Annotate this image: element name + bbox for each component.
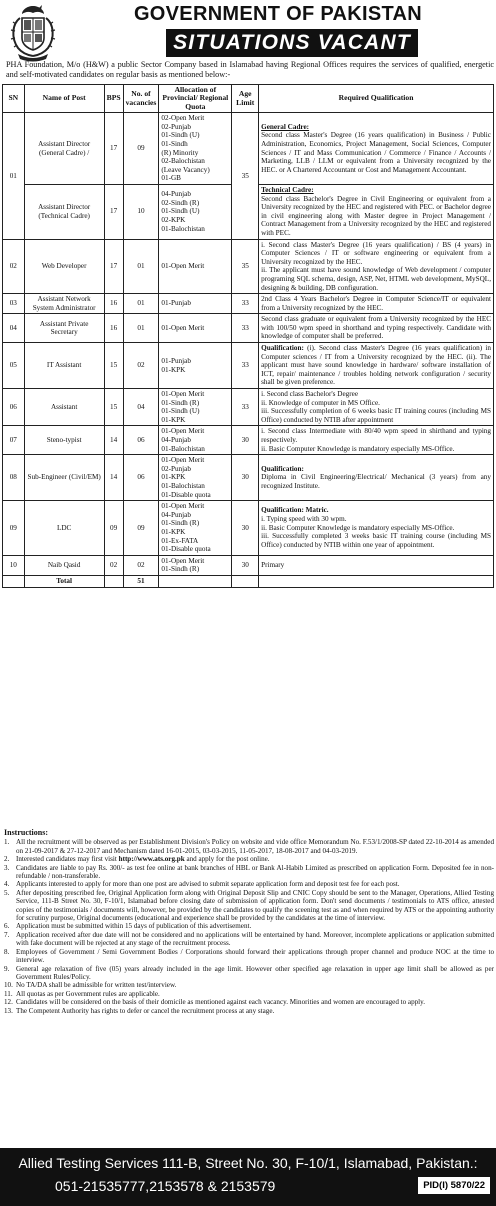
row-sn: 04 bbox=[3, 314, 25, 343]
pid-badge: PID(I) 5870/22 bbox=[418, 1177, 490, 1194]
state-emblem-icon bbox=[6, 4, 60, 62]
row-qualification: Second class graduate or equivalent from a University recognized by the HEC with 100/50 wpm speed in shorthand and typing respectively. Candidate with knowledge of computer shall be preferred. bbox=[259, 314, 494, 343]
table-row bbox=[3, 389, 494, 426]
header-allocation: Allocation of Provincial/ Regional Quota bbox=[159, 85, 232, 113]
instruction-item: 11. All quotas as per Government rules are applicable. bbox=[4, 989, 160, 998]
instruction-item: 10. No TA/DA shall be admissible for written test/interview. bbox=[4, 981, 177, 990]
vacancies-table bbox=[2, 84, 494, 588]
row-bps: 02 bbox=[104, 555, 123, 575]
row-vacancies: 09 bbox=[123, 501, 159, 556]
row-qualification: i. Second class Master's Degree (16 years qualification) / BS (4 years) in Computer Sciences / IT or software engineering or equivalent from a University recognized by the HEC. ii. The applicant must have sound knowledge of Web development / computer programing SQL schema, design, ASP, Net, HTML web development, MySQL, designing & building, DB configuration. bbox=[259, 239, 494, 294]
row-qualification: General Cadre: Second class Master's Degree (16 years qualification) in Business / Public Administration, Economics, Project Management, Social Sciences, Computer Sciences / IT and Mass Communication / Commerce / Finance / Accounts / Marketing, LLB / LLM or equivalent from a University recognized by the HEC. or A Chartered Accountant or Cost and Management Accountant. bbox=[259, 113, 494, 185]
ad-header bbox=[0, 0, 496, 78]
instruction-item: 3. Candidates are liable to pay Rs. 300/- as test fee online at bank branches of HBL or Bank Al-Habib Limited as prescribed on application Form. Deposited fee in non-refundable / non-transferable. bbox=[4, 863, 494, 881]
instructions-title: Instructions: bbox=[4, 828, 49, 837]
row-quota: 02-Open Merit 02-Punjab 01-Sindh (U) 01-Sindh (R) Minority 02-Balochistan (Leave Vacancy) 01-GB bbox=[159, 113, 232, 185]
row-post: Naib Qasid bbox=[24, 555, 104, 575]
row-quota: 01-Open Merit bbox=[159, 239, 232, 294]
table-row bbox=[3, 239, 494, 294]
row-bps: 14 bbox=[104, 455, 123, 501]
row-quota: 01-Punjab bbox=[159, 294, 232, 314]
row-post: Web Developer bbox=[24, 239, 104, 294]
row-qualification: Qualification: Matric. i. Typing speed with 30 wpm. ii. Basic Computer Knowledge is mandatory especially MS-Office. iii. Successfully completed 3 weeks basic IT training course (including MS Office) conducted by NTIB within one year of appointment. bbox=[259, 501, 494, 556]
instruction-item: 5. After depositing prescribed fee, Original Application form along with Original Deposit Slip and CNIC Copy should be sent to the Manager, Operations, Allied Testing Service, 111-B Street No. 30, F-10/1, Islamabad before closing date of submission of application form. Don't send documents / testimonials to ATS office, attested copies of the testimonials / documents will, however, be provided by the candidates to qualify the sceening test as and when required by ATS or the appointing authority for scrutiny purpose, Original documents (educational and experience shall be provided by the candidates at the time of interview. bbox=[4, 888, 494, 923]
row-bps: 16 bbox=[104, 314, 123, 343]
row-post: Assistant Network System Administrator bbox=[24, 294, 104, 314]
row-vacancies: 01 bbox=[123, 294, 159, 314]
row-sn: 10 bbox=[3, 555, 25, 575]
row-bps: 09 bbox=[104, 501, 123, 556]
row-qualification: Qualification: (i). Second class Master's Degree (16 years qualification) in Computer sciences / IT from a University recognized by the HEC. (ii). The applicant must have sound knowledge in hardware/ software installation of ICT, repair/ maintenance / troubles holding network configuration / security shall be given preference. bbox=[259, 343, 494, 389]
table-row bbox=[3, 501, 494, 556]
row-bps: 17 bbox=[104, 113, 123, 185]
instruction-item: 8. Employees of Government / Semi Government Bodies / Corporations should forward their applications through proper channel and produce NOC at the time to interview. bbox=[4, 947, 494, 965]
row-qualification: Primary bbox=[259, 555, 494, 575]
table-row bbox=[3, 113, 494, 185]
row-bps: 15 bbox=[104, 343, 123, 389]
row-age: 30 bbox=[232, 426, 259, 455]
footer-address: Allied Testing Services 111-B, Street No. 30, F-10/1, Islamabad, Pakistan.: bbox=[18, 1155, 478, 1171]
row-age: 30 bbox=[232, 501, 259, 556]
row-vacancies: 02 bbox=[123, 343, 159, 389]
row-bps: 17 bbox=[104, 239, 123, 294]
row-quota: 01-Open Merit 01-Sindh (R) 01-Sindh (U) 01-KPK bbox=[159, 389, 232, 426]
header-age: Age Limit bbox=[232, 85, 259, 113]
row-sn: 06 bbox=[3, 389, 25, 426]
row-age: 33 bbox=[232, 314, 259, 343]
row-vacancies: 06 bbox=[123, 455, 159, 501]
instruction-item: 7. Application received after due date will not be considered and no applications will be entertained by hand. Moreover, incomplete applications or application submitted with fake document will be rejected at any stage of the recruitment process. bbox=[4, 930, 494, 948]
row-sn: 05 bbox=[3, 343, 25, 389]
instruction-item: 12. Candidates will be considered on the basis of their domicile as mentioned against each vacancy. Minorities and women are encouraged to apply. bbox=[4, 998, 426, 1007]
row-post: Sub-Engineer (Civil/EM) bbox=[24, 455, 104, 501]
row-qualification: Technical Cadre: Second class Bachelor's Degree in Civil Engineering or equivalent from a University recognized by the HEC and registered with PEC. or Bachelor degree in civil engineering along with Master degree in Project Management / Contract Management from a University recognized by the HEC and registered with PEC. bbox=[259, 184, 494, 239]
row-qualification: i. Second class Intermediate with 80/40 wpm speed in shirthand and typing respectively. ii. Basic Computer Knowledge is mandatory especially MS-Office. bbox=[259, 426, 494, 455]
row-vacancies: 01 bbox=[123, 239, 159, 294]
row-bps: 16 bbox=[104, 294, 123, 314]
instruction-item: 4. Applicants interested to apply for more than one post are advised to submit separate application form and deposit test fee for each post. bbox=[4, 880, 400, 889]
table-row bbox=[3, 426, 494, 455]
row-sn: 03 bbox=[3, 294, 25, 314]
row-quota: 01-Punjab 01-KPK bbox=[159, 343, 232, 389]
row-age: 30 bbox=[232, 555, 259, 575]
instruction-item: 13. The Competent Authority has rights to defer or cancel the recruitment process at any stage. bbox=[4, 1006, 275, 1015]
row-quota: 01-Open Merit 02-Punjab 01-KPK 01-Balochistan 01-Disable quota bbox=[159, 455, 232, 501]
intro-text: PHA Foundation, M/o (H&W) a public Sector Company based in Islamabad having Regional Offices requires the services of qualified, energetic and self-motivated candidates on regular basis as mentioned below:- bbox=[6, 60, 494, 79]
instruction-item: 2. Interested candidates may first visit http://www.ats.org.pk and apply for the post online. bbox=[4, 855, 270, 864]
row-age: 33 bbox=[232, 389, 259, 426]
table-row bbox=[3, 314, 494, 343]
row-sn: 01 bbox=[3, 113, 25, 239]
footer-phones: 051-21535777,2153578 & 2153579 bbox=[55, 1178, 276, 1194]
instructions-section bbox=[4, 829, 494, 1015]
row-qualification: Qualification: Diploma in Civil Engineering/Electrical/ Mechanical (3 years) from any recognized Institute. bbox=[259, 455, 494, 501]
government-title: GOVERNMENT OF PAKISTAN bbox=[133, 3, 423, 25]
total-value: 51 bbox=[123, 575, 159, 587]
row-post: LDC bbox=[24, 501, 104, 556]
row-quota: 01-Open Merit 04-Punjab 01-Balochistan bbox=[159, 426, 232, 455]
row-post: Assistant Private Secretary bbox=[24, 314, 104, 343]
total-row bbox=[3, 575, 494, 587]
row-vacancies: 09 bbox=[123, 113, 159, 185]
header-sn: SN bbox=[3, 85, 25, 113]
row-bps: 15 bbox=[104, 389, 123, 426]
row-quota: 01-Open Merit bbox=[159, 314, 232, 343]
row-bps: 14 bbox=[104, 426, 123, 455]
row-sn: 02 bbox=[3, 239, 25, 294]
ats-website-link[interactable]: http://www.ats.org.pk bbox=[118, 855, 185, 864]
row-age: 33 bbox=[232, 294, 259, 314]
row-age: 33 bbox=[232, 343, 259, 389]
row-vacancies: 04 bbox=[123, 389, 159, 426]
row-age: 30 bbox=[232, 455, 259, 501]
row-post: Assistant Director (Technical Cadre) bbox=[24, 184, 104, 239]
header-qualification: Required Qualification bbox=[259, 85, 494, 113]
row-sn: 08 bbox=[3, 455, 25, 501]
row-bps: 17 bbox=[104, 184, 123, 239]
row-sn: 07 bbox=[3, 426, 25, 455]
row-vacancies: 06 bbox=[123, 426, 159, 455]
row-quota: 01-Open Merit 04-Punjab 01-Sindh (R) 01-KPK 01-Ex-FATA 01-Disable quota bbox=[159, 501, 232, 556]
table-row bbox=[3, 555, 494, 575]
row-sn: 09 bbox=[3, 501, 25, 556]
row-age: 35 bbox=[232, 113, 259, 239]
row-qualification: i. Second class Bachelor's Degree ii. Knowledge of computer in MS Office. iii. Successfully completion of 6 weeks basic IT training coures (including MS Office) conducted by NTIB after appointment bbox=[259, 389, 494, 426]
header-post: Name of Post bbox=[24, 85, 104, 113]
row-post: IT Assistant bbox=[24, 343, 104, 389]
header-vacancies: No. of vacancies bbox=[123, 85, 159, 113]
total-label: Total bbox=[24, 575, 104, 587]
table-row bbox=[3, 455, 494, 501]
row-quota: 01-Open Merit 01-Sindh (R) bbox=[159, 555, 232, 575]
table-header-row bbox=[3, 85, 494, 113]
instruction-item: 1. All the recruitment will be observed as per Establishment Division's Policy on website and vide office Memorandum No. F.53/1/2008-SP dated 22-10-2014 as amended on 21-09-2017 & 27-12-2017 and Mechanism dated 16-01-2015, 03-03-2015, 11-05-2017, 18-08-2017 and 04-03-2019. bbox=[4, 838, 494, 855]
row-qualification: 2nd Class 4 Years Bachelor's Degree in Computer Science/IT or equivalent from a University recognized by the HEC. bbox=[259, 294, 494, 314]
row-post: Assistant Director (General Cadre) / bbox=[24, 113, 104, 185]
table-row bbox=[3, 343, 494, 389]
instruction-item: 6. Application must be submitted within 15 days of publication of this advertisement. bbox=[4, 922, 252, 931]
situations-vacant-banner: SITUATIONS VACANT bbox=[166, 29, 418, 57]
row-age: 35 bbox=[232, 239, 259, 294]
row-vacancies: 01 bbox=[123, 314, 159, 343]
row-vacancies: 02 bbox=[123, 555, 159, 575]
row-vacancies: 10 bbox=[123, 184, 159, 239]
row-quota: 04-Punjab 02-Sindh (R) 01-Sindh (U) 02-KPK 01-Balochistan bbox=[159, 184, 232, 239]
table-row bbox=[3, 294, 494, 314]
row-post: Steno-typist bbox=[24, 426, 104, 455]
instruction-item: 9. General age relaxation of five (05) years already included in the age limit. However other specified age relaxation in upper age limit shall be allowed as per Government Rules/Policy. bbox=[4, 964, 494, 981]
header-bps: BPS bbox=[104, 85, 123, 113]
footer-bar bbox=[0, 1148, 496, 1206]
row-post: Assistant bbox=[24, 389, 104, 426]
